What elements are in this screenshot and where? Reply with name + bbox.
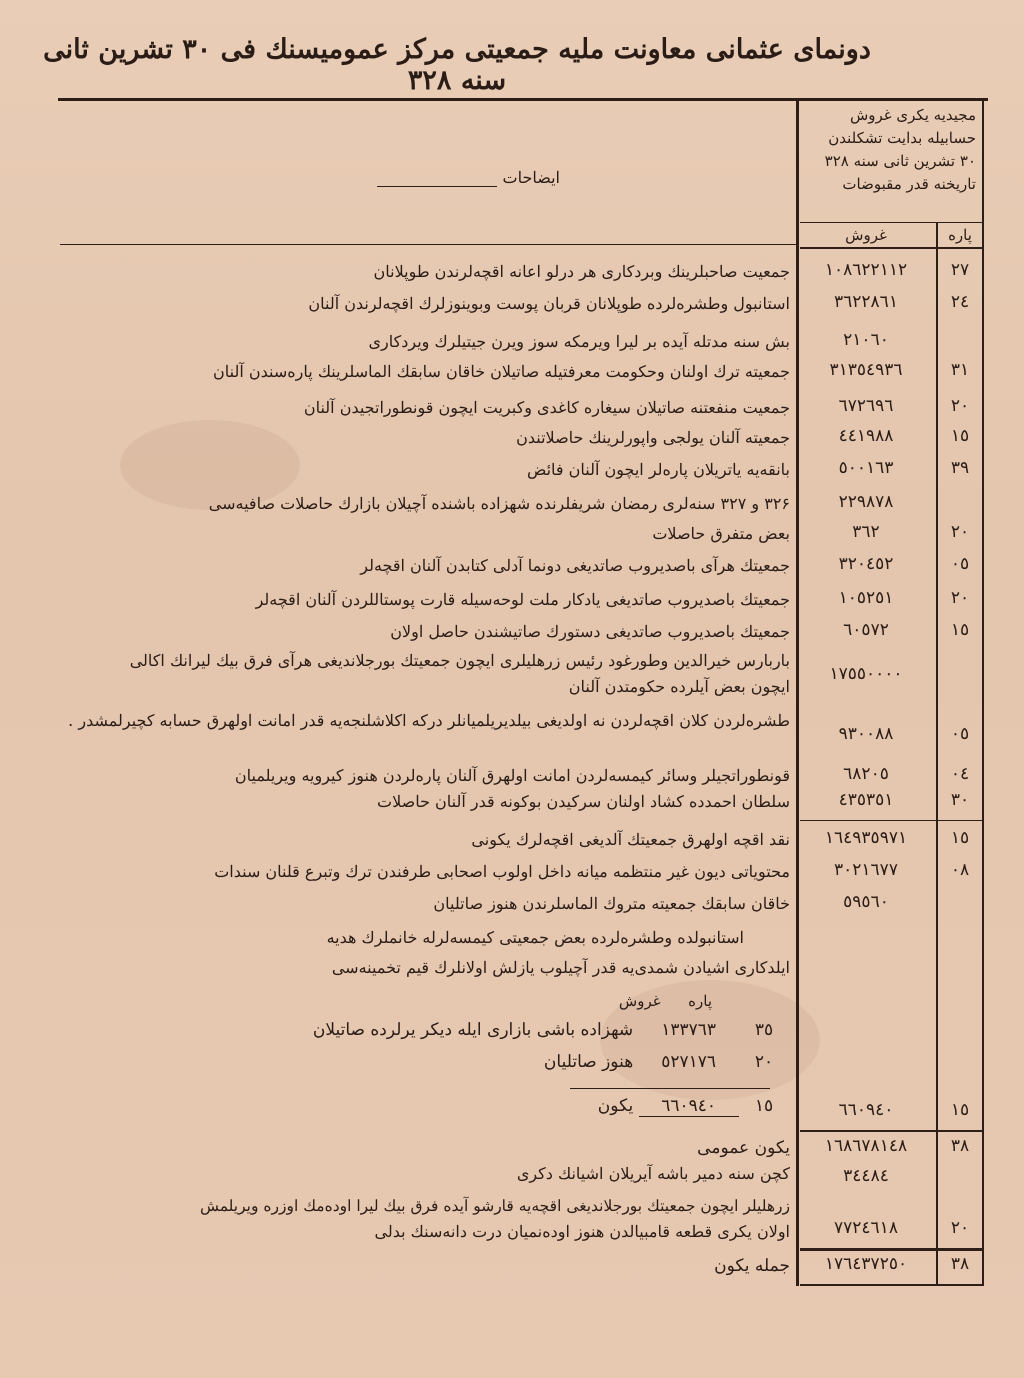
row-piastre: ٣٤٤٨٤ (843, 1166, 889, 1186)
row-description: جمعیتك هرآی باصدیروب صاتدیغی دونما آدلی کتابدن آلنان اقچه‌لر (360, 556, 790, 575)
row-piastre: ١٦٤٩٣٥٩٧١ (824, 828, 908, 848)
row-piastre: ٥٩٥٦٠ (843, 892, 889, 912)
donations-line: استانبولده وطشره‌لرده بعض جمعیتی کیمسه‌لرله خانملرك هدیه (326, 928, 744, 947)
sub-item-description: هنوز صاتلیان (543, 1052, 634, 1072)
donations-units (619, 992, 712, 1010)
column-divider-left (796, 100, 799, 1286)
grand-total-rule (800, 1248, 984, 1251)
row-piastre: ٦٧٢٦٩٦ (838, 396, 894, 416)
donations-sum-rule (570, 1088, 770, 1089)
row-para: ١٥ (950, 426, 970, 446)
donations-unit-piastre: غروش (618, 992, 661, 1010)
row-description: اولان یکری قطعه قامبیالدن هنوز اوده‌نمیان درت دانه‌سنك بدلی (374, 1222, 790, 1241)
row-piastre: ٤٤١٩٨٨ (838, 426, 894, 446)
sub-item-para: ٣٥ (754, 1020, 774, 1040)
row-piastre: ٣٢٠٤٥٢ (838, 554, 894, 574)
subtotal-rule (800, 820, 982, 821)
row-description: جمعیت منفعتنه صاتیلان سیغاره کاغدی وکبریت ایچون قونطوراتجیدن آلنان (303, 398, 790, 417)
row-description: بعض متفرق حاصلات (652, 524, 790, 543)
grand-total-para: ٣٨ (950, 1254, 970, 1274)
row-piastre: ٥٠٠١٦٣ (838, 458, 894, 478)
row-para: ٢٧ (950, 260, 970, 280)
row-description: سلطان احمدده کشاد اولنان سرکیدن بوکونه قدر آلنان حاصلات (377, 792, 790, 811)
row-description: جمعیت صاحبلرینك وبردکاری هر درلو اعانه اقچه‌لرندن طوپلانان (373, 262, 790, 281)
unit-para-label: پاره (948, 226, 972, 244)
top-rule (58, 98, 988, 101)
row-para: ٣٩ (950, 458, 970, 478)
row-description: جمعیتك باصدیروب صاتدیغی دستورك صاتیشندن حاصل اولان (390, 622, 790, 641)
row-piastre: ١٠٥٢٥١ (838, 588, 894, 608)
explanations-signature (330, 168, 560, 198)
grand-total-piastre: ١٧٦٤٣٧٢٥٠ (824, 1254, 908, 1274)
row-piastre: ٣٦٢٢٨٦١ (834, 292, 898, 312)
row-description: ۳۲۶ و ۳۲۷ سنه‌لری رمضان شریفلرنده شهزاده باشنده آچیلان بازارك حاصلات صافیه‌سی (208, 494, 790, 513)
donations-line: ایلدکاری اشیادن شمدی‌یه قدر آچیلوب یازلش اولانلرك قیم تخمینه‌سی (331, 958, 790, 977)
row-description: بانقه‌یه یاتریلان پاره‌لر ایچون آلنان فائض (526, 460, 790, 479)
row-description: محتویاتی دیون غیر منتظمه میانه داخل اولوب اصحابی طرفندن ترك وتبرع قلنان سندات (214, 862, 790, 881)
row-description: جمعیته آلنان یولجی واپورلرینك حاصلاتندن (516, 428, 790, 447)
column-header-line: ۳۰ تشرین ثانی سنه ۳۲۸ (824, 152, 976, 170)
row-description: نقد اقچه اولهرق جمعیتك آلدیغی اقچه‌لرك یکونی (471, 830, 790, 849)
row-piastre: ٣٦٢ (852, 522, 880, 542)
row-description: کچن سنه دمیر باشه آیریلان اشیانك دکری (516, 1164, 790, 1183)
grand-total-label: جمله یکون (714, 1256, 790, 1276)
row-description: زرهلیلر ایچون جمعیتك بورجلاندیغی اقچه‌یه قارشو آیده فرق بیك لیرا اوده‌مك اوزره ویریلمش (199, 1197, 790, 1215)
row-piastre: ٤٣٥٣٥١ (838, 790, 894, 810)
row-description: طشره‌لردن کلان اقچه‌لردن نه اولدیغی بیلدیریلمیانلر درکه اکلاشلنجه‌یه قدر امانت اولهرق حسابه کچیرلمشدر . (68, 711, 790, 730)
row-para: ٠٥ (950, 724, 970, 744)
row-para: ٢٠ (950, 588, 970, 608)
grand-total-bottom-rule (800, 1284, 984, 1286)
column-divider-para (936, 222, 938, 1286)
general-total-label: یکون عمومی (697, 1138, 790, 1158)
sub-item-piastre: ٥٢٧١٧٦ (661, 1052, 716, 1072)
donations-sum (598, 1096, 784, 1117)
row-description: بش سنه مدتله آیده بر لیرا ویرمکه سوز ویرن جیتیلرك ویردکاری (368, 332, 790, 351)
row-para: ٢٠ (950, 396, 970, 416)
signature-line (377, 174, 497, 187)
column-header (800, 104, 976, 196)
donations-sub-item (544, 1052, 784, 1072)
column-header-line: تاریخنه قدر مقبوضات (842, 175, 976, 193)
column-divider-right (982, 100, 984, 1286)
row-para: ١٥ (950, 620, 970, 640)
row-piastre: ٩٣٠٠٨٨ (838, 724, 894, 744)
row-piastre: ٦٦٠٩٤٠ (838, 1100, 894, 1120)
row-piastre: ١٧٥٥٠٠٠٠ (829, 664, 903, 684)
explanations-label: ایضاحات (502, 168, 560, 187)
sum-para: ١٥ (754, 1096, 774, 1116)
document-title: دونمای عثمانی معاونت ملیه جمعیتی مرکز عمومیسنك فی ۳۰ تشرین ثانی سنه ۳۲۸ (43, 34, 871, 96)
row-description: خاقان سابقك جمعیته متروك الماسلرندن هنوز صاتلیان (433, 894, 790, 913)
row-para: ٣٠ (950, 790, 970, 810)
donations-unit-para: پاره (688, 992, 712, 1010)
row-description: باربارس خیرالدین وطورغود رئیس زرهلیلری ایچون جمعیتك بورجلاندیغی هرآی فرق بیك لیرانك اکالی ایچون بعض آیلرده حکومتدن آلنان (129, 651, 790, 696)
row-piastre: ٦٠٥٧٢ (843, 620, 889, 640)
sum-piastre: ٦٦٠٩٤٠ (639, 1096, 739, 1117)
row-para: ٢٤ (950, 292, 970, 312)
row-para: ٠٨ (950, 860, 970, 880)
sum-label: یکون (597, 1096, 634, 1116)
sub-item-para: ٢٠ (754, 1052, 774, 1072)
column-header-line: حسابیله بدایت تشکلندن (828, 129, 976, 147)
unit-piastre-label: غروش (845, 226, 887, 244)
header-rule (60, 244, 796, 245)
row-para: ٢٠ (950, 522, 970, 542)
row-para: ٣١ (950, 360, 970, 380)
row-description: قونطوراتجیلر وسائر کیمسه‌لردن امانت اولهرق آلنان پاره‌لردن هنوز کیرویه ویریلمیان (234, 766, 790, 785)
row-piastre: ٦٨٢٠٥ (843, 764, 889, 784)
unit-header-row (800, 222, 984, 249)
row-description: جمعیتك باصدیروب صاتدیغی یادکار ملت لوحه‌سیله قارت پوستاللردن آلنان اقچه‌لر (255, 590, 790, 609)
row-description: استانبول وطشره‌لرده طوپلانان قربان پوست وبوینوزلرك اقچه‌لرندن آلنان (308, 294, 790, 313)
column-header-line: مجیدیه یکری غروش (849, 106, 976, 124)
donations-sub-item (313, 1020, 784, 1040)
row-piastre: ٧٧٢٤٦١٨ (834, 1218, 898, 1238)
row-para: ١٥ (950, 828, 970, 848)
row-para: ٠٥ (950, 554, 970, 574)
row-piastre: ١٠٨٦٢٢١١٢ (824, 260, 908, 280)
sub-item-piastre: ١٣٣٧٦٣ (661, 1020, 716, 1040)
general-total-piastre: ١٦٨٦٧٨١٤٨ (824, 1136, 908, 1156)
row-piastre: ٣٠٢١٦٧٧ (834, 860, 898, 880)
general-total-para: ٣٨ (950, 1136, 970, 1156)
row-piastre: ٢١٠٦٠ (843, 330, 889, 350)
row-para: ٢٠ (950, 1218, 970, 1238)
sub-item-description: شهزاده باشی بازاری ایله دیکر یرلرده صاتیلان (312, 1020, 634, 1040)
row-piastre: ٣١٣٥٤٩٣٦ (829, 360, 903, 380)
row-piastre: ٢٢٩٨٧٨ (838, 492, 894, 512)
general-total-rule (800, 1130, 982, 1132)
row-para: ١٥ (950, 1100, 970, 1120)
row-para: ٠٤ (950, 764, 970, 784)
row-description: جمعیته ترك اولنان وحکومت معرفتیله صاتیلان خاقان سابقك الماسلرینك پاره‌سندن آلنان (213, 362, 790, 381)
